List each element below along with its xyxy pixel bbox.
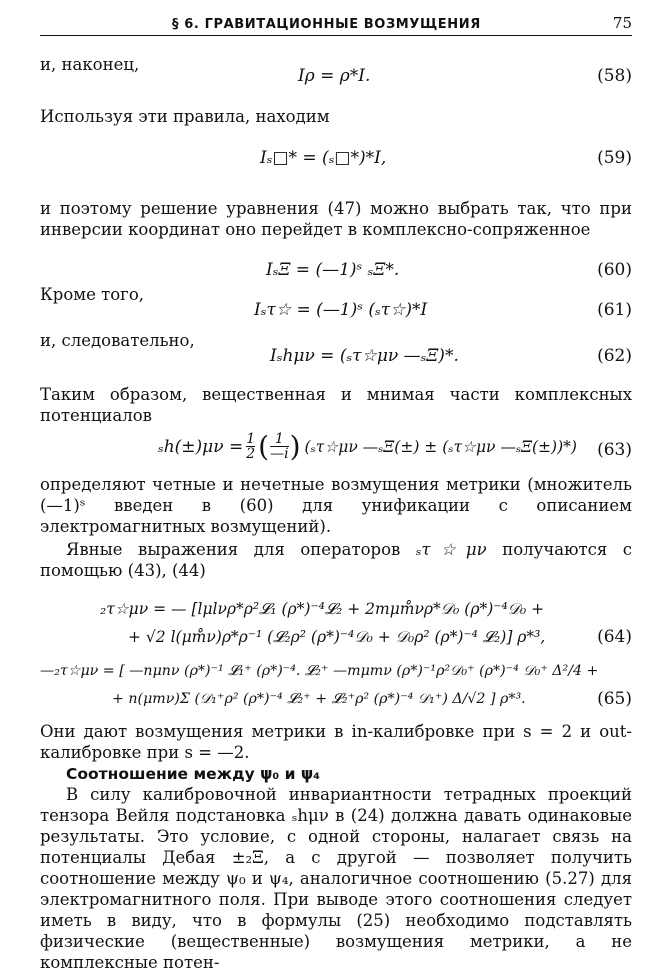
equation-line: ₂τ☆μν = — [lμlνρ*ρ²𝓛₁ (ρ*)⁻⁴𝓛₂ + 2mμm̊νρ*𝒟₀ (ρ*)⁻⁴𝒟₀ + <box>100 600 545 618</box>
column-vector <box>270 432 288 461</box>
equation-65 <box>40 657 632 713</box>
paragraph: В силу калибровочной инвариантности тетрадных проекций тензора Вейля подстановка ₛhμν в (24) должна давать одинаковые результаты. Это условие, с одной стороны, налагает связь на потенциалы Дебая ±₂Ξ, а с другой — позволяет получить соотношение между ψ₀ и ψ₄, аналогичное соотношению (5.27) для электромагнитного поля. При выводе этого соотношения следует иметь в виду, что в формулы (25) необходимо подставлять физические (вещественные) возмущения метрики, а не комплексные потен- <box>40 785 632 972</box>
equation-63 <box>40 428 632 470</box>
equation-number: (61) <box>597 300 632 320</box>
equation-expression: Iρ = ρ*I. <box>298 66 371 86</box>
equation-expression: Iₛhμν = (ₛτ☆μν —ₛΞ)*. <box>270 346 459 366</box>
fraction-denominator: 2 <box>246 446 256 462</box>
equation-62 <box>40 344 632 368</box>
equation-59 <box>40 146 632 170</box>
fraction-numerator: 1 <box>246 431 256 447</box>
equation-number: (65) <box>597 689 632 709</box>
equation-number: (59) <box>597 148 632 168</box>
equation-60 <box>40 252 632 282</box>
equation-expression: ₛh(±)μν = $\frac{1}{2}$ ( $\frac{1}{—i}$ ) (ₛτ☆μν —ₛΞ(±) ± (ₛτ☆μν —ₛΞ(±))*) <box>158 429 577 463</box>
vector-bottom: —i <box>270 446 289 462</box>
paragraph: Кроме того, <box>40 285 144 304</box>
equation-number: (63) <box>597 440 632 460</box>
equation-line: —₂τ☆μν = [ —nμnν (ρ*)⁻¹ 𝓛₁⁺ (ρ*)⁻⁴. 𝓛₂⁺ —mμmν (ρ*)⁻¹ρ²𝒟₀⁺ (ρ*)⁻⁴ 𝒟₀⁺ Δ²/4 + <box>40 663 599 679</box>
equation-line: + n(μmν)Σ (𝒟₁⁺ρ² (ρ*)⁻⁴ 𝓛₂⁺ + 𝓛₂⁺ρ² (ρ*)⁻⁴ 𝒟₁⁺) Δ/√2 ] ρ*³. <box>112 691 526 707</box>
paragraph: Явные выражения для операторов ₛτ☆μν получаются с помощью (43), (44) <box>40 540 633 580</box>
equation-61 <box>40 298 632 322</box>
paragraph: и поэтому решение уравнения (47) можно выбрать так, что при инверсии координат оно перейдет в комплексно-сопряженное <box>40 199 632 239</box>
equation-number: (58) <box>597 66 632 86</box>
equation-64 <box>40 597 632 651</box>
subsection-heading: Соотношение между ψ₀ и ψ₄ <box>66 765 320 783</box>
equation-expression: Iₛ□* = (ₛ□*)*I, <box>260 148 387 168</box>
paragraph: Они дают возмущения метрики в in-калибровке при s = 2 и out-калибровке при s = —2. <box>40 722 632 762</box>
equation-line: + √2 l(μm̊ν)ρ*ρ⁻¹ (𝓛₂ρ² (ρ*)⁻⁴𝒟₀ + 𝒟₀ρ² (ρ*)⁻⁴ 𝓛₂)] ρ*³, <box>128 628 546 646</box>
operator-symbol: ₛτ☆μν <box>415 540 487 559</box>
equation-58 <box>40 64 632 88</box>
paragraph: Используя эти правила, находим <box>40 107 330 126</box>
fraction <box>246 432 255 461</box>
paragraph: и, наконец, <box>40 55 140 74</box>
paragraph: определяют четные и нечетные возмущения метрики (множитель (—1)ˢ введен в (60) для унификации с описанием электромагнитных возмущений). <box>40 475 632 536</box>
section-title: § 6. ГРАВИТАЦИОННЫЕ ВОЗМУЩЕНИЯ <box>172 17 481 32</box>
equation-number: (64) <box>597 627 632 647</box>
equation-number: (60) <box>597 260 632 280</box>
book-page <box>40 14 632 973</box>
paragraph: Таким образом, вещественная и мнимая части комплексных потенциалов <box>40 385 632 425</box>
equation-number: (62) <box>597 346 632 366</box>
equation-expression: Iₛτ☆ = (—1)ˢ (ₛτ☆)*I <box>254 300 428 320</box>
running-head <box>40 14 632 36</box>
equation-expression: IₛΞ = (—1)ˢ ₛΞ*. <box>266 260 400 280</box>
vector-top: 1 <box>274 431 284 447</box>
equation-rhs: (ₛτ☆μν —ₛΞ(±) ± (ₛτ☆μν —ₛΞ(±))*) <box>304 437 577 456</box>
equation-lhs: ₛh(±)μν = <box>158 436 244 457</box>
paragraph: и, следовательно, <box>40 331 195 350</box>
page-number: 75 <box>612 14 632 32</box>
